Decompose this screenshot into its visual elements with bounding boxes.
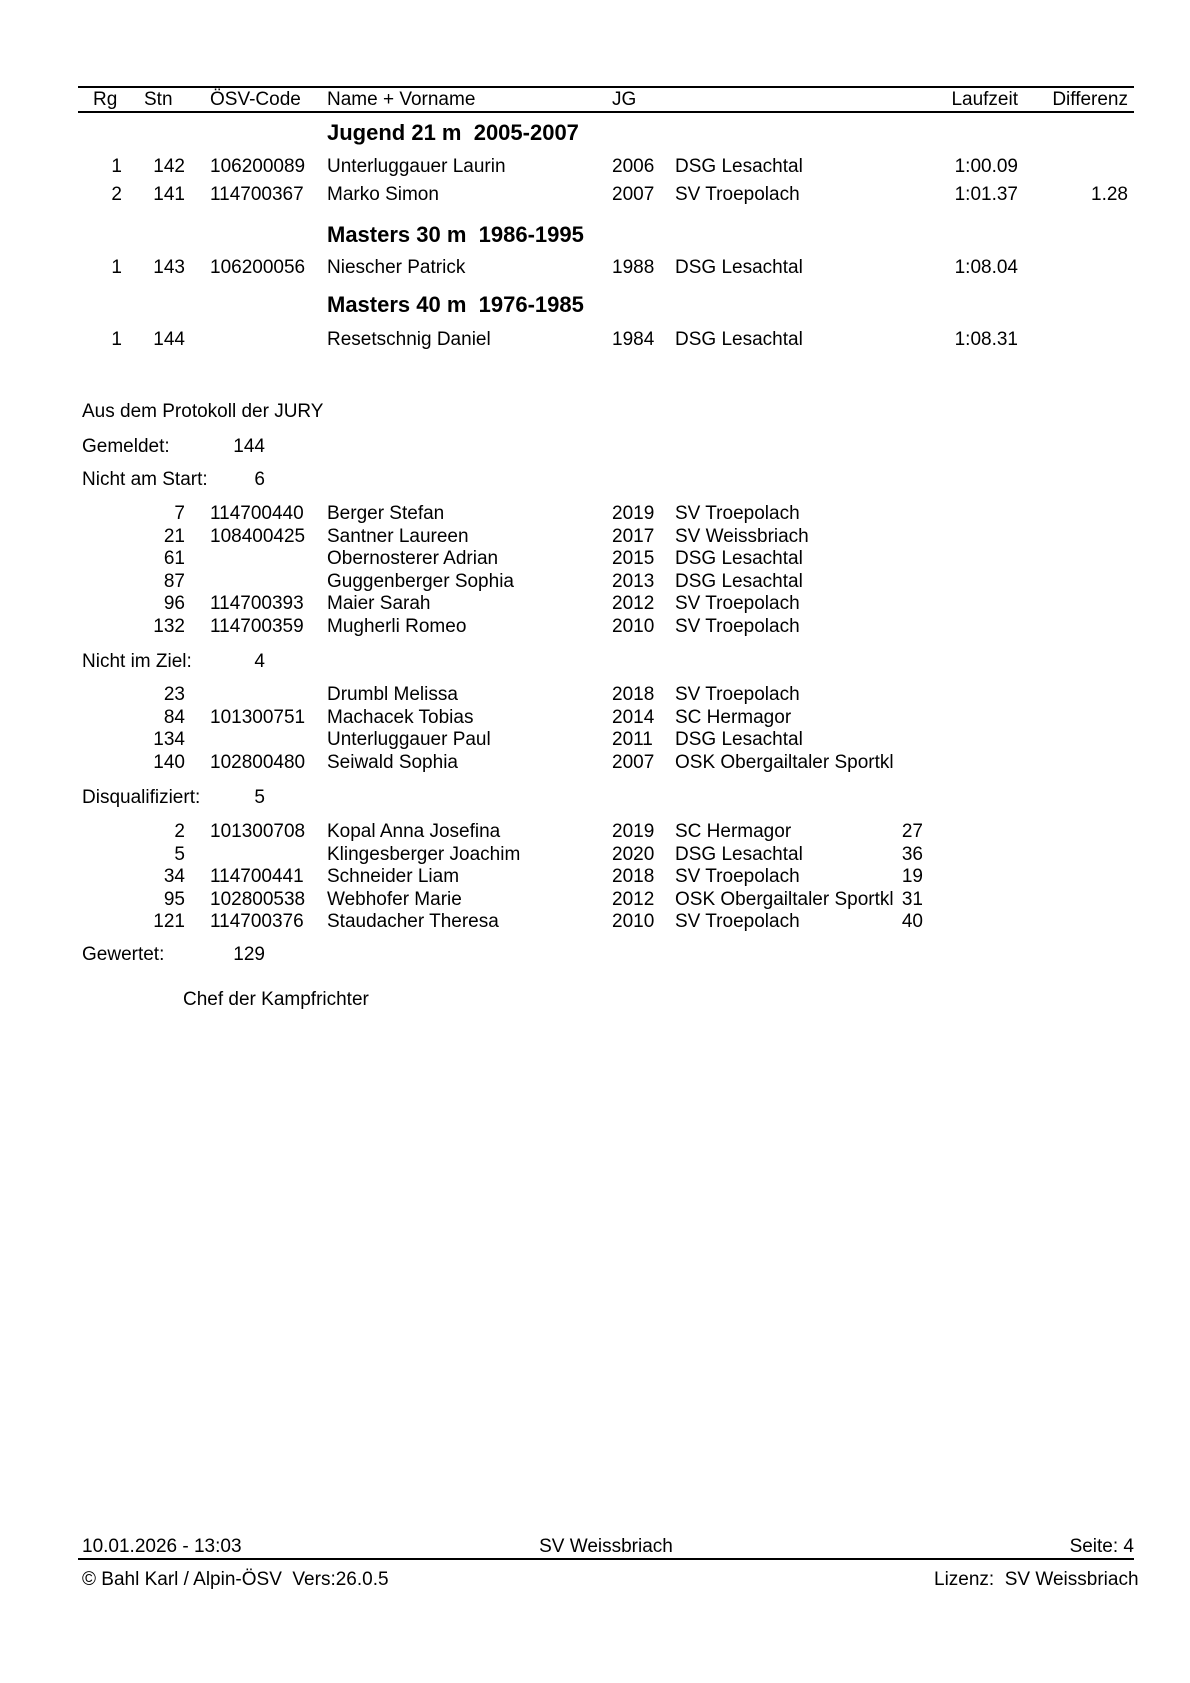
athlete-name-cell: Guggenberger Sophia [327, 570, 514, 592]
startnumber-cell: 5 [174, 843, 185, 865]
oesv-code-cell: 102800538 [210, 888, 306, 910]
athlete-name-cell: Niescher Patrick [327, 257, 466, 278]
nicht-im-ziel-row [0, 651, 1190, 673]
rank-cell: 1 [111, 257, 122, 278]
startnumber-cell: 142 [153, 156, 185, 177]
startnumber-cell: 61 [163, 548, 185, 569]
birthyear-cell: 2019 [612, 821, 655, 842]
club-cell: DSG Lesachtal [675, 570, 803, 592]
athlete-name-cell: Drumbl Melissa [327, 684, 458, 705]
athlete-name-cell: Klingesberger Joachim [327, 843, 521, 865]
birthyear-cell: 1984 [612, 329, 655, 350]
birthyear-cell: 2018 [612, 866, 655, 887]
nicht-im-ziel-count: 4 [254, 651, 265, 672]
runtime-cell: 1:08.04 [954, 257, 1018, 278]
disqualifiziert-count: 5 [254, 787, 265, 808]
club-cell: DSG Lesachtal [675, 843, 803, 865]
startnumber-cell: 84 [163, 706, 185, 728]
athlete-name-cell: Webhofer Marie [327, 888, 462, 910]
disqualifiziert-label: Disqualifiziert: [82, 787, 201, 808]
nicht-am-start-label: Nicht am Start: [82, 469, 208, 490]
column-header-jg: JG [612, 89, 637, 110]
section-title-jugend-21m: Jugend 21 m 2005-2007 [327, 120, 579, 145]
birthyear-cell: 2007 [612, 751, 655, 773]
club-cell: DSG Lesachtal [675, 156, 803, 177]
footer-copyright: © Bahl Karl / Alpin-ÖSV Vers:26.0.5 [82, 1569, 389, 1590]
birthyear-cell: 2011 [612, 729, 653, 750]
jury-list-row [0, 684, 1190, 707]
club-cell: DSG Lesachtal [675, 257, 803, 278]
oesv-code-cell: 106200056 [210, 257, 306, 278]
athlete-name-cell: Berger Stefan [327, 503, 445, 524]
oesv-code-cell: 101300708 [210, 821, 306, 842]
startnumber-cell: 143 [153, 257, 185, 278]
chef-der-kampfrichter-label: Chef der Kampfrichter [183, 989, 369, 1010]
birthyear-cell: 2018 [612, 684, 655, 705]
section-rows-masters-40m [0, 326, 1190, 354]
oesv-code-cell [210, 844, 340, 867]
table-top-rule [78, 86, 1134, 88]
birthyear-cell: 2006 [612, 156, 655, 177]
section-title-masters-30m: Masters 30 m 1986-1995 [327, 222, 584, 247]
club-cell: SV Troepolach [675, 866, 800, 887]
startnumber-cell: 21 [163, 525, 185, 547]
jury-heading-row [0, 401, 1190, 423]
club-cell: OSK Obergailtaler Sportkl [675, 751, 894, 773]
column-header-name: Name + Vorname [327, 89, 476, 110]
column-header-differenz: Differenz [1052, 89, 1128, 110]
jury-list-row [0, 729, 1190, 752]
birthyear-cell: 2007 [612, 184, 655, 205]
startnumber-cell: 141 [153, 184, 185, 205]
athlete-name-cell: Staudacher Theresa [327, 911, 499, 932]
jury-list-row [0, 616, 1190, 639]
startnumber-cell: 34 [163, 866, 185, 887]
birthyear-cell: 2020 [612, 843, 655, 865]
column-header-stn: Stn [144, 89, 173, 110]
oesv-code-cell: 106200089 [210, 156, 306, 177]
athlete-name-cell: Unterluggauer Paul [327, 729, 491, 750]
gate-number-cell: 40 [901, 911, 923, 932]
section-title-masters-40m: Masters 40 m 1976-1985 [327, 292, 584, 317]
difference-cell [1028, 326, 1128, 354]
column-header-rg: Rg [93, 89, 118, 110]
rank-cell: 2 [111, 184, 122, 205]
athlete-name-cell: Maier Sarah [327, 593, 431, 614]
birthyear-cell: 2010 [612, 615, 655, 637]
oesv-code-cell: 114700441 [210, 866, 304, 887]
oesv-code-cell [210, 571, 340, 594]
startnumber-cell: 87 [163, 570, 185, 592]
gemeldet-count: 144 [233, 436, 265, 457]
jury-list-row [0, 571, 1190, 594]
gewertet-label: Gewertet: [82, 944, 165, 965]
club-cell: SC Hermagor [675, 706, 792, 728]
startnumber-cell: 95 [163, 888, 185, 910]
oesv-code-cell: 114700367 [210, 184, 304, 205]
startnumber-cell: 2 [174, 821, 185, 842]
athlete-name-cell: Marko Simon [327, 184, 439, 205]
difference-cell [1028, 254, 1128, 282]
jury-list-row [0, 752, 1190, 775]
athlete-name-cell: Mugherli Romeo [327, 615, 467, 637]
gemeldet-row [0, 436, 1190, 458]
disqualifiziert-row [0, 787, 1190, 809]
oesv-code-cell: 114700440 [210, 503, 304, 524]
jury-list-row [0, 844, 1190, 867]
birthyear-cell: 2012 [612, 593, 655, 614]
gewertet-row [0, 944, 1190, 966]
athlete-name-cell: Seiwald Sophia [327, 751, 458, 773]
column-header-laufzeit: Laufzeit [951, 89, 1018, 110]
oesv-code-cell: 101300751 [210, 706, 306, 728]
jury-list-row [0, 889, 1190, 912]
oesv-code-cell: 102800480 [210, 751, 306, 773]
footer-line-2 [0, 1569, 1190, 1591]
jury-list-row [0, 866, 1190, 889]
club-cell: SV Troepolach [675, 184, 800, 205]
birthyear-cell: 2010 [612, 911, 655, 932]
footer-page-number: Seite: 4 [1069, 1536, 1134, 1557]
startnumber-cell: 23 [163, 684, 185, 705]
club-cell: SV Troepolach [675, 911, 800, 932]
startnumber-cell: 144 [153, 329, 185, 350]
club-cell: SV Troepolach [675, 503, 800, 524]
nicht-am-start-list [0, 503, 1190, 638]
oesv-code-cell: 114700393 [210, 593, 304, 614]
runtime-cell: 1:00.09 [954, 156, 1018, 177]
birthyear-cell: 2015 [612, 548, 655, 569]
jury-list-row [0, 911, 1190, 934]
jury-heading: Aus dem Protokoll der JURY [82, 401, 324, 422]
startnumber-cell: 121 [153, 911, 185, 932]
birthyear-cell: 2014 [612, 706, 655, 728]
result-row [0, 153, 1190, 181]
rank-cell: 1 [111, 329, 122, 350]
nicht-am-start-row [0, 469, 1190, 491]
birthyear-cell: 2017 [612, 525, 655, 547]
nicht-im-ziel-label: Nicht im Ziel: [82, 651, 192, 672]
oesv-code-cell [210, 729, 340, 752]
nicht-am-start-count: 6 [254, 469, 265, 490]
disqualifiziert-list [0, 821, 1190, 934]
result-row [0, 326, 1190, 354]
footer-rule [78, 1558, 1134, 1560]
gewertet-count: 129 [233, 944, 265, 965]
athlete-name-cell: Kopal Anna Josefina [327, 821, 501, 842]
startnumber-cell: 134 [153, 729, 185, 750]
section-rows-jugend-21m [0, 153, 1190, 209]
gate-number-cell: 36 [901, 843, 923, 865]
footer-line-1 [0, 1536, 1190, 1558]
athlete-name-cell: Machacek Tobias [327, 706, 474, 728]
birthyear-cell: 1988 [612, 257, 655, 278]
club-cell: SV Weissbriach [675, 525, 809, 547]
club-cell: OSK Obergailtaler Sportkl [675, 888, 894, 910]
runtime-cell: 1:08.31 [954, 329, 1018, 350]
rank-cell: 1 [111, 156, 122, 177]
startnumber-cell: 140 [153, 751, 185, 773]
table-header-bottom-rule [78, 111, 1134, 113]
club-cell: SV Troepolach [675, 684, 800, 705]
gate-number-cell: 19 [901, 866, 923, 887]
oesv-code-cell [210, 326, 340, 354]
club-cell: SV Troepolach [675, 615, 800, 637]
athlete-name-cell: Santner Laureen [327, 525, 469, 547]
athlete-name-cell: Schneider Liam [327, 866, 460, 887]
footer-license: Lizenz: SV Weissbriach [934, 1569, 1139, 1590]
footer-datetime: 10.01.2026 - 13:03 [82, 1536, 242, 1557]
gate-number-cell: 27 [901, 821, 923, 842]
jury-list-row [0, 548, 1190, 571]
difference-cell: 1.28 [1091, 184, 1128, 205]
club-cell: SV Troepolach [675, 593, 800, 614]
oesv-code-cell: 108400425 [210, 525, 306, 547]
birthyear-cell: 2012 [612, 888, 655, 910]
gemeldet-label: Gemeldet: [82, 436, 170, 457]
result-row [0, 181, 1190, 209]
club-cell: DSG Lesachtal [675, 729, 803, 750]
gate-number-cell: 31 [901, 888, 923, 910]
column-header-oesv-code: ÖSV-Code [210, 89, 301, 110]
birthyear-cell: 2013 [612, 570, 655, 592]
section-rows-masters-30m [0, 254, 1190, 282]
nicht-im-ziel-list [0, 684, 1190, 774]
footer-event-club: SV Weissbriach [539, 1536, 673, 1557]
jury-list-row [0, 821, 1190, 844]
startnumber-cell: 96 [163, 593, 185, 614]
jury-list-row [0, 526, 1190, 549]
startnumber-cell: 132 [153, 615, 185, 637]
club-cell: DSG Lesachtal [675, 548, 803, 569]
oesv-code-cell: 114700376 [210, 911, 304, 932]
jury-list-row [0, 707, 1190, 730]
jury-list-row [0, 503, 1190, 526]
club-cell: DSG Lesachtal [675, 329, 803, 350]
table-header-row [0, 89, 1190, 111]
oesv-code-cell [210, 684, 340, 707]
oesv-code-cell [210, 548, 340, 571]
runtime-cell: 1:01.37 [954, 184, 1018, 205]
result-row [0, 254, 1190, 282]
difference-cell [1028, 153, 1128, 181]
athlete-name-cell: Resetschnig Daniel [327, 329, 491, 350]
birthyear-cell: 2019 [612, 503, 655, 524]
oesv-code-cell: 114700359 [210, 615, 304, 637]
athlete-name-cell: Unterluggauer Laurin [327, 156, 506, 177]
startnumber-cell: 7 [174, 503, 185, 524]
club-cell: SC Hermagor [675, 821, 792, 842]
jury-list-row [0, 593, 1190, 616]
athlete-name-cell: Obernosterer Adrian [327, 548, 499, 569]
